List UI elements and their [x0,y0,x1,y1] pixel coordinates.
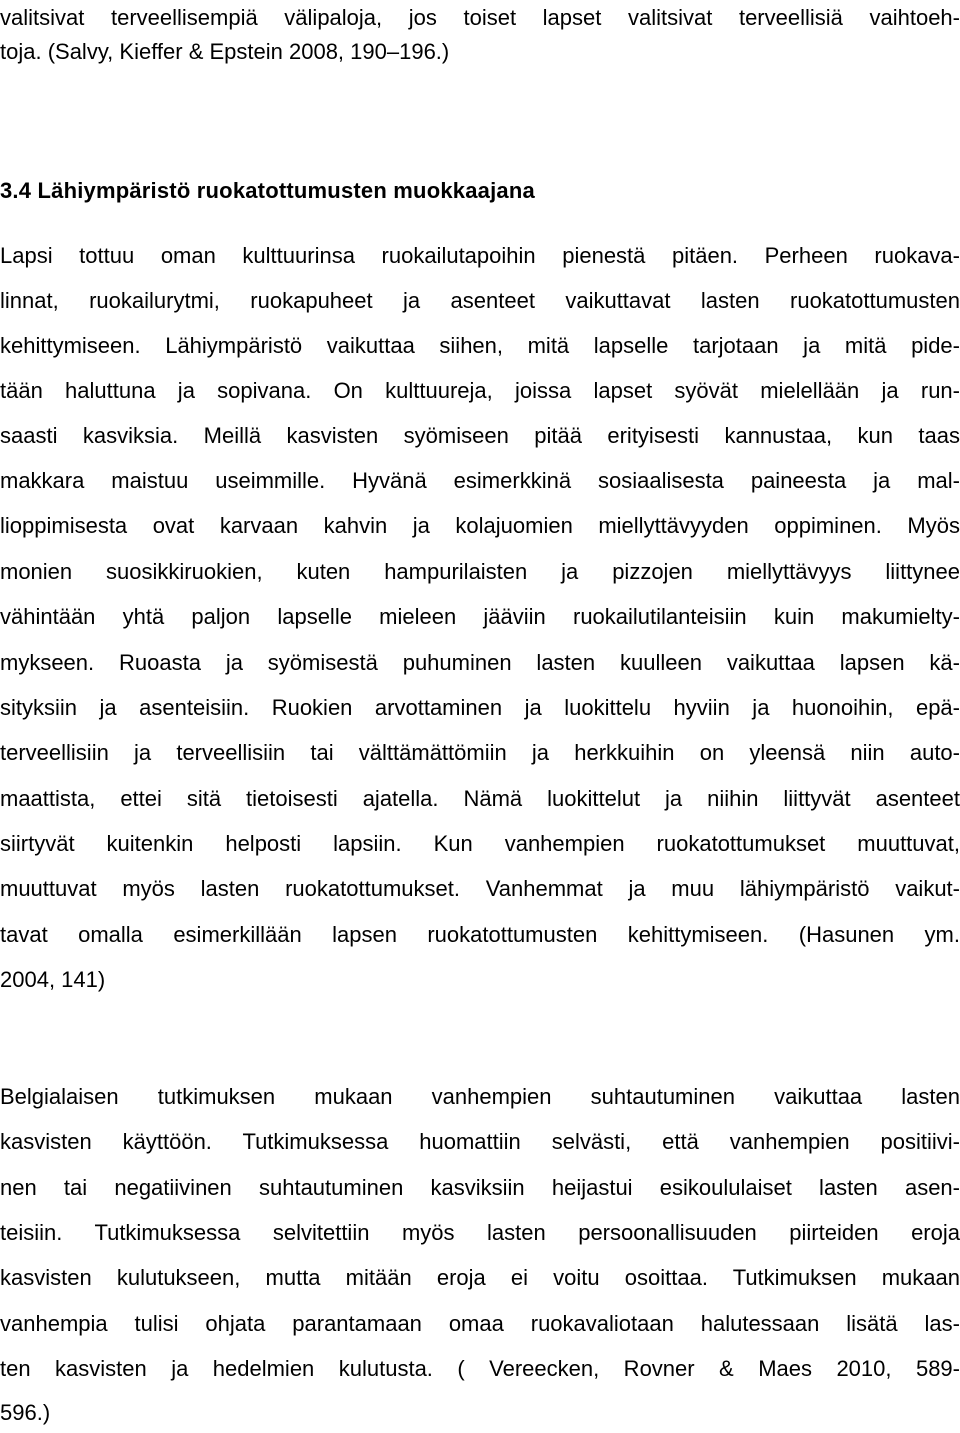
text-line: tavat omalla esimerkillään lapsen ruokatottumusten kehittymiseen. (Hasunen ym. [0,922,960,947]
text-line: kasvisten käyttöön. Tutkimuksessa huomattiin selvästi, että vanhempien positiivi- [0,1129,960,1154]
text-line: vähintään yhtä paljon lapselle mieleen jääviin ruokailutilanteisiin kuin makumielty- [0,604,960,629]
text-line: saasti kasviksia. Meillä kasvisten syömiseen pitää erityisesti kannustaa, kun taas [0,423,960,448]
text-line: valitsivat terveellisempiä välipaloja, jos toiset lapset valitsivat terveellisiä vaihtoeh- [0,5,960,30]
text-line: kehittymiseen. Lähiympäristö vaikuttaa siihen, mitä lapselle tarjotaan ja mitä pide- [0,333,960,358]
text-line: toja. (Salvy, Kieffer & Epstein 2008, 190–196.) [0,39,450,64]
text-line: mykseen. Ruoasta ja syömisestä puhuminen lasten kuulleen vaikuttaa lapsen kä- [0,650,960,675]
text-line: terveellisiin ja terveellisiin tai välttämättömiin ja herkkuihin on yleensä niin auto- [0,740,960,765]
text-line: siirtyvät kuitenkin helposti lapsiin. Kun vanhempien ruokatottumukset muuttuvat, [0,831,960,856]
text-line: teisiin. Tutkimuksessa selvitettiin myös lasten persoonallisuuden piirteiden eroja [0,1220,960,1245]
text-line: lioppimisesta ovat karvaan kahvin ja kolajuomien miellyttävyyden oppiminen. Myös [0,513,960,538]
text-line: Lapsi tottuu oman kulttuurinsa ruokailutapoihin pienestä pitäen. Perheen ruokava- [0,243,960,268]
text-line: ten kasvisten ja hedelmien kulutusta. ( Vereecken, Rovner & Maes 2010, 589- [0,1356,960,1381]
text-line: linnat, ruokailurytmi, ruokapuheet ja asenteet vaikuttavat lasten ruokatottumusten [0,288,960,313]
text-line: makkara maistuu useimmille. Hyvänä esimerkkinä sosiaalisesta paineesta ja mal- [0,468,960,493]
text-line: Belgialaisen tutkimuksen mukaan vanhempien suhtautuminen vaikuttaa lasten [0,1084,960,1109]
text-line: 2004, 141) [0,967,106,992]
text-line: maattista, ettei sitä tietoisesti ajatella. Nämä luokittelut ja niihin liittyvät asenteet [0,786,960,811]
text-line: muuttuvat myös lasten ruokatottumukset. Vanhemmat ja muu lähiympäristö vaikut- [0,876,960,901]
text-line: monien suosikkiruokien, kuten hampurilaisten ja pizzojen miellyttävyys liittynee [0,559,960,584]
text-line: nen tai negatiivinen suhtautuminen kasviksiin heijastui esikoululaiset lasten asen- [0,1175,960,1200]
text-line: sityksiin ja asenteisiin. Ruokien arvottaminen ja luokittelu hyviin ja huonoihin, epä- [0,695,960,720]
text-line: kasvisten kulutukseen, mutta mitään eroja ei voitu osoittaa. Tutkimuksen mukaan [0,1265,960,1290]
text-line: 596.) [0,1400,51,1425]
text-line: vanhempia tulisi ohjata parantamaan omaa ruokavaliotaan halutessaan lisätä las- [0,1311,960,1336]
section-heading: 3.4 Lähiympäristö ruokatottumusten muokkaajana [0,178,535,203]
text-line: tään haluttuna ja sopivana. On kulttuureja, joissa lapset syövät mielellään ja run- [0,378,960,403]
